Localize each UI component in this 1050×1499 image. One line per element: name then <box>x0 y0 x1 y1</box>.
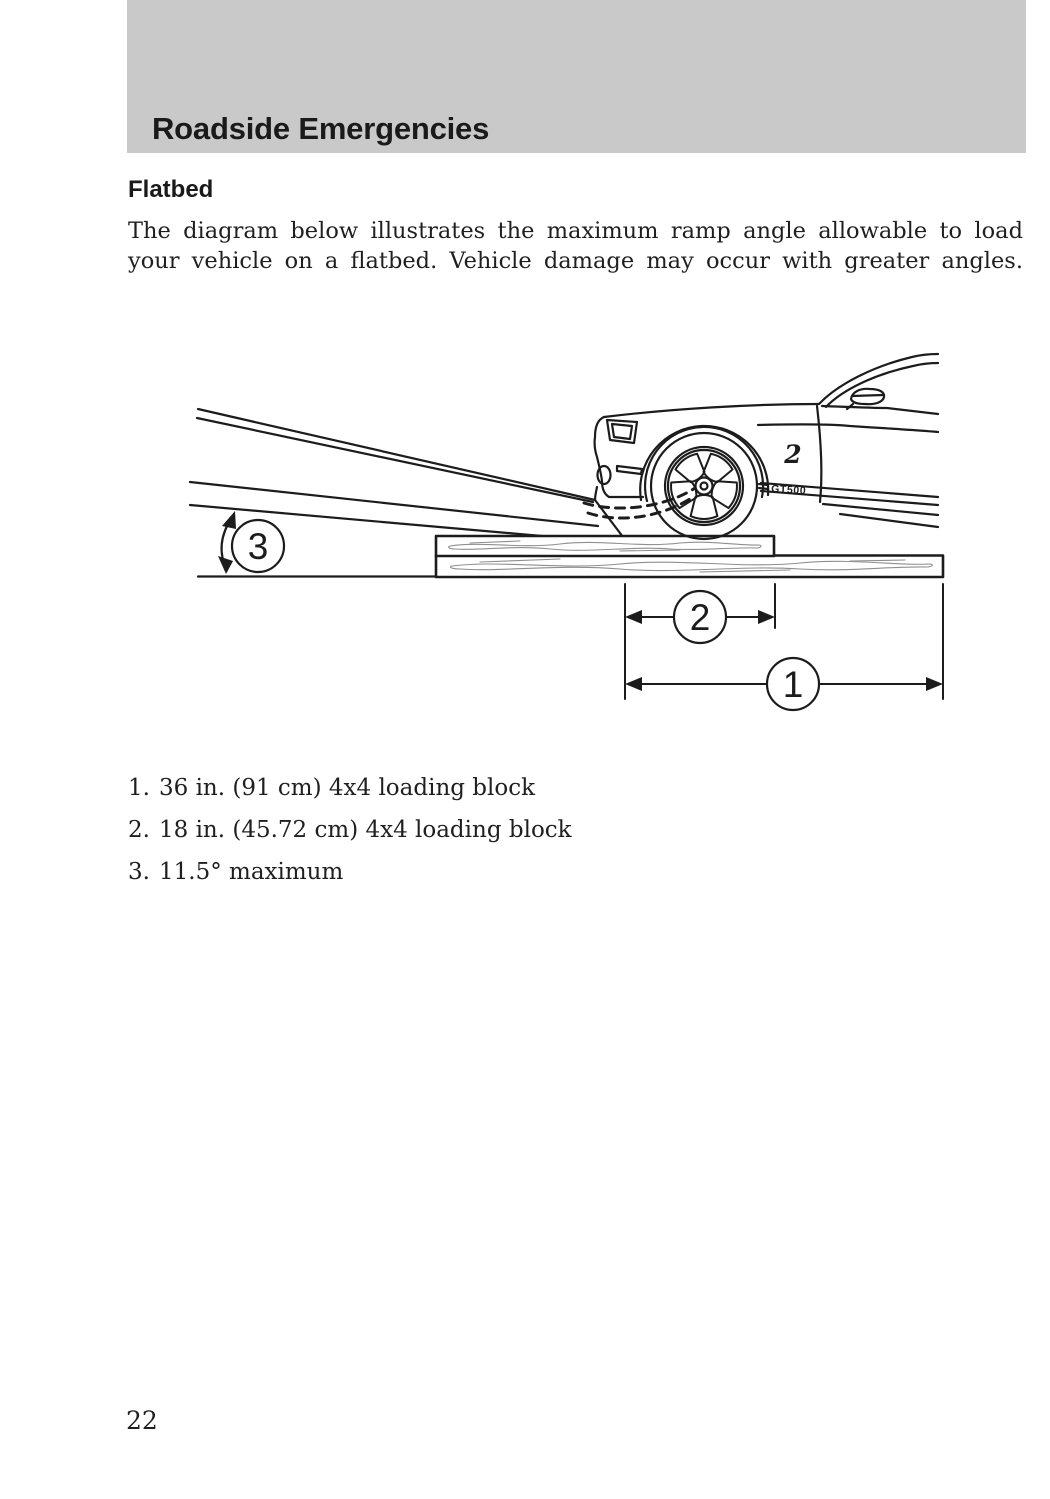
section-heading: Flatbed <box>128 176 214 203</box>
wheel-hub-center <box>701 483 708 490</box>
rocker-badge-text: GT500 <box>770 483 807 498</box>
flatbed-diagram <box>150 340 970 720</box>
wheel-hub <box>696 478 713 495</box>
car-front-wheel <box>651 433 757 539</box>
bottom-loading-block <box>436 556 943 578</box>
ramp-bed-edge <box>190 482 598 526</box>
angle-arrow-down <box>218 556 233 574</box>
chapter-header-band <box>127 0 1026 153</box>
angle-callout <box>218 511 284 574</box>
legend-item-3 <box>128 858 572 887</box>
ramp-rail-top-far <box>198 409 595 500</box>
legend-item-1-number: 1. <box>128 775 150 801</box>
callout-1-label: 1 <box>782 664 804 705</box>
fender-badge-text: 2 <box>784 440 802 469</box>
legend-item-3-number: 3. <box>128 859 150 885</box>
legend-item-2-number: 2. <box>128 817 150 843</box>
top-loading-block <box>436 536 774 556</box>
dim-2-arrow-right <box>758 610 775 624</box>
car-beltline <box>822 406 938 414</box>
flatbed-diagram-svg <box>150 340 970 720</box>
legend-item-1-text: 36 in. (91 cm) 4x4 loading block <box>159 775 536 801</box>
legend-item-1 <box>128 774 572 803</box>
legend-list <box>128 774 572 900</box>
car-bumper-vent <box>617 466 642 474</box>
car-character-line <box>758 424 938 432</box>
car-sill-line-2 <box>840 514 938 527</box>
rim-outer <box>665 447 743 525</box>
loading-blocks <box>436 536 943 577</box>
dimension-2 <box>625 591 775 643</box>
paragraph-line-1: The diagram below illustrates the maximum ramp angle allowable to load <box>128 218 1023 244</box>
angle-arrow-up <box>222 511 236 529</box>
car-hood-line <box>604 404 819 417</box>
callout-2-label: 2 <box>689 597 711 638</box>
car-mirror-split-line <box>852 395 883 396</box>
legend-item-2-text: 18 in. (45.72 cm) 4x4 loading block <box>159 817 572 843</box>
car-air-dam <box>595 487 597 500</box>
chapter-title: Roadside Emergencies <box>152 111 490 146</box>
paragraph-line-2: your vehicle on a flatbed. Vehicle damage may occur with greater angles. <box>128 247 1023 274</box>
car-fog-lamp <box>598 466 611 484</box>
callout-3-label: 3 <box>247 526 269 567</box>
legend-item-2 <box>128 816 572 845</box>
dim-1-arrow-left <box>625 677 642 691</box>
intro-paragraph <box>128 217 1023 276</box>
dim-1-arrow-right <box>926 677 943 691</box>
car-outline <box>595 354 938 527</box>
dimension-1 <box>625 658 943 710</box>
page-number: 22 <box>126 1406 158 1435</box>
dim-2-arrow-left <box>625 610 642 624</box>
rim-inner <box>668 450 740 522</box>
legend-item-3-text: 11.5° maximum <box>159 859 344 885</box>
car-headlight-inner <box>612 424 632 439</box>
